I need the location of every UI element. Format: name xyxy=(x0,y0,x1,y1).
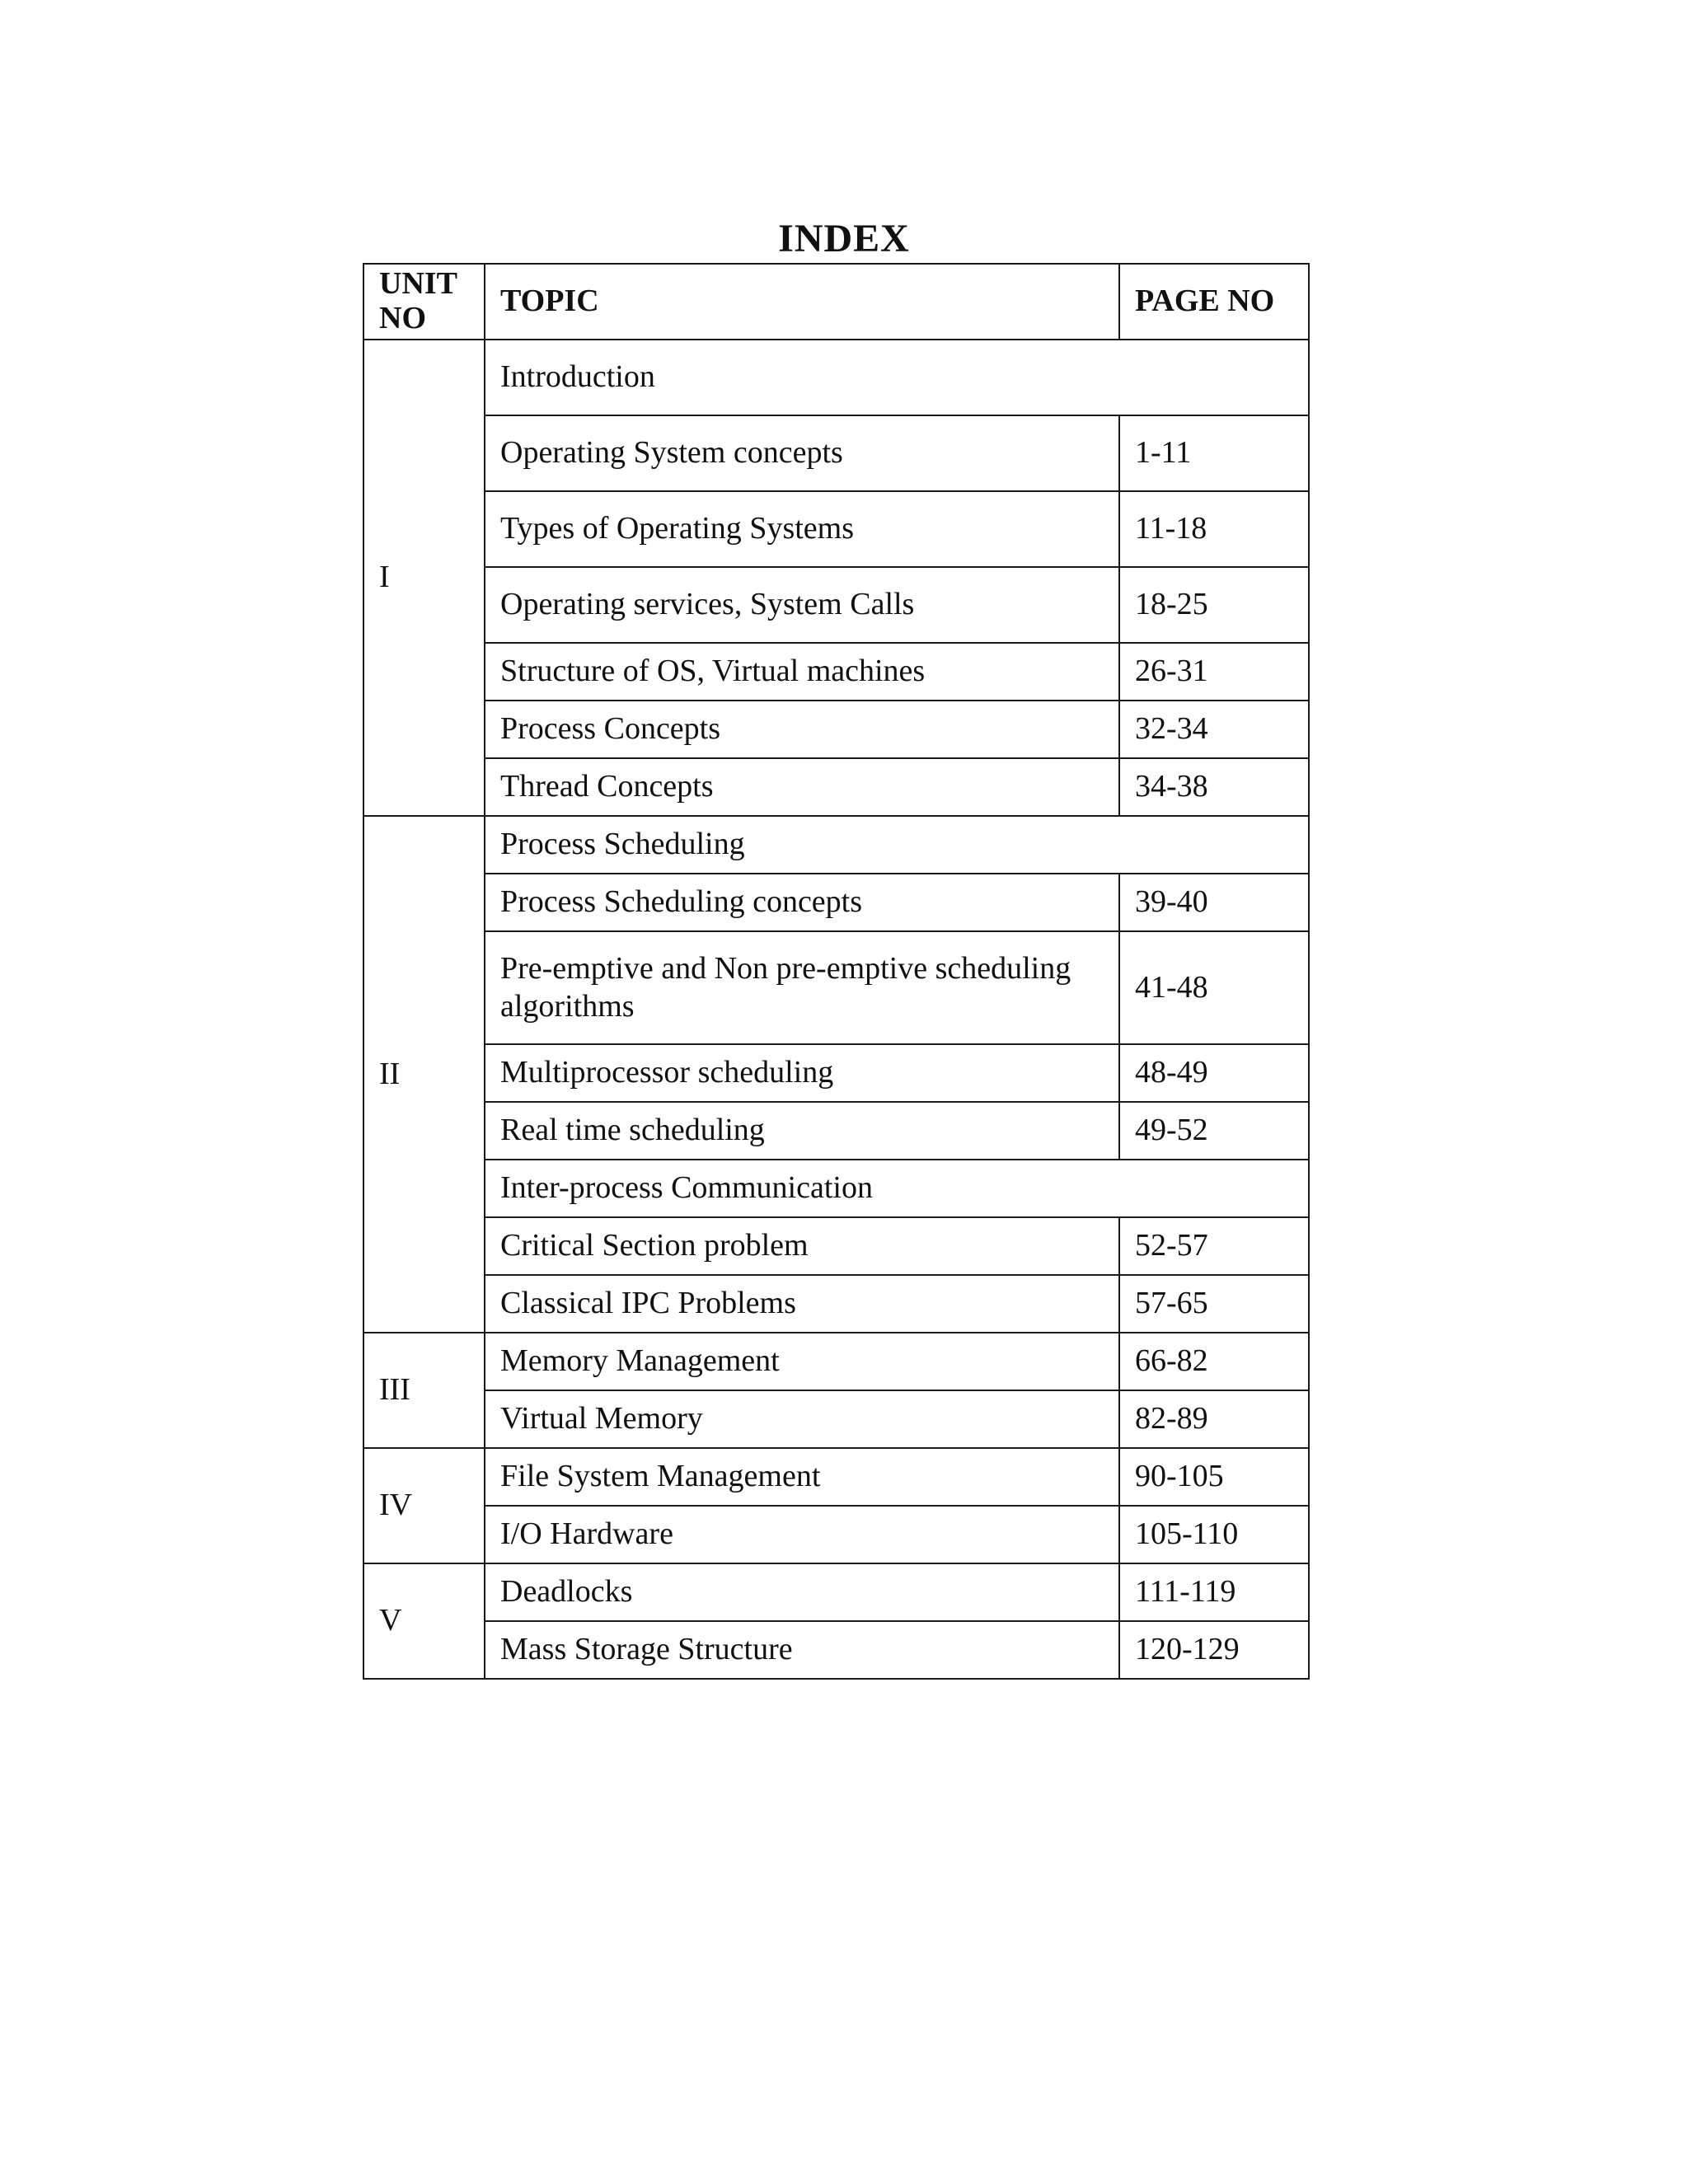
topic-cell: Process Concepts xyxy=(485,701,1119,758)
topic-cell: Virtual Memory xyxy=(485,1390,1119,1448)
pages-cell: 26-31 xyxy=(1119,643,1309,701)
pages-cell: 41-48 xyxy=(1119,931,1309,1044)
table-row xyxy=(363,758,1309,816)
unit-cell: II xyxy=(363,816,485,1333)
table-row xyxy=(363,340,1309,415)
table-row xyxy=(363,567,1309,643)
table-row xyxy=(363,874,1309,931)
table-row xyxy=(363,1333,1309,1390)
topic-cell: I/O Hardware xyxy=(485,1506,1119,1563)
pages-cell: 105-110 xyxy=(1119,1506,1309,1563)
topic-cell: Pre-emptive and Non pre-emptive scheduling algorithms xyxy=(485,931,1119,1044)
topic-cell: File System Management xyxy=(485,1448,1119,1506)
unit-cell: III xyxy=(363,1333,485,1448)
page-no-header: PAGE NO xyxy=(1119,264,1309,340)
table-row xyxy=(363,1102,1309,1160)
pages-cell: 57-65 xyxy=(1119,1275,1309,1333)
table-row xyxy=(363,1217,1309,1275)
topic-cell: Types of Operating Systems xyxy=(485,491,1119,567)
table-row xyxy=(363,1621,1309,1679)
page-title: INDEX xyxy=(778,217,910,260)
section-heading: Process Scheduling xyxy=(485,816,1309,874)
pages-cell: 82-89 xyxy=(1119,1390,1309,1448)
topic-cell: Deadlocks xyxy=(485,1563,1119,1621)
pages-cell: 34-38 xyxy=(1119,758,1309,816)
pages-cell: 90-105 xyxy=(1119,1448,1309,1506)
unit-no-header: UNIT NO xyxy=(363,264,485,340)
table-row xyxy=(363,643,1309,701)
topic-cell: Mass Storage Structure xyxy=(485,1621,1119,1679)
topic-cell: Real time scheduling xyxy=(485,1102,1119,1160)
table-row xyxy=(363,1390,1309,1448)
topic-cell: Classical IPC Problems xyxy=(485,1275,1119,1333)
table-row xyxy=(363,1044,1309,1102)
unit-cell: I xyxy=(363,340,485,816)
topic-header: TOPIC xyxy=(485,264,1119,340)
pages-cell: 66-82 xyxy=(1119,1333,1309,1390)
topic-cell: Operating services, System Calls xyxy=(485,567,1119,643)
unit-cell: V xyxy=(363,1563,485,1679)
pages-cell: 39-40 xyxy=(1119,874,1309,931)
pages-cell: 1-11 xyxy=(1119,415,1309,491)
table-row xyxy=(363,1506,1309,1563)
pages-cell: 111-119 xyxy=(1119,1563,1309,1621)
pages-cell: 48-49 xyxy=(1119,1044,1309,1102)
table-row xyxy=(363,1275,1309,1333)
table-row xyxy=(363,1160,1309,1217)
table-row xyxy=(363,931,1309,1044)
index-table xyxy=(363,263,1310,1680)
pages-cell: 18-25 xyxy=(1119,567,1309,643)
table-row xyxy=(363,415,1309,491)
topic-cell: Multiprocessor scheduling xyxy=(485,1044,1119,1102)
pages-cell: 32-34 xyxy=(1119,701,1309,758)
pages-cell: 11-18 xyxy=(1119,491,1309,567)
topic-cell: Thread Concepts xyxy=(485,758,1119,816)
topic-cell: Critical Section problem xyxy=(485,1217,1119,1275)
pages-cell: 52-57 xyxy=(1119,1217,1309,1275)
table-row xyxy=(363,816,1309,874)
pages-cell: 49-52 xyxy=(1119,1102,1309,1160)
topic-cell: Memory Management xyxy=(485,1333,1119,1390)
table-row xyxy=(363,701,1309,758)
pages-cell: 120-129 xyxy=(1119,1621,1309,1679)
topic-cell: Structure of OS, Virtual machines xyxy=(485,643,1119,701)
table-row xyxy=(363,1563,1309,1621)
topic-cell: Operating System concepts xyxy=(485,415,1119,491)
section-heading: Inter-process Communication xyxy=(485,1160,1309,1217)
section-heading: Introduction xyxy=(485,340,1309,415)
topic-cell: Process Scheduling concepts xyxy=(485,874,1119,931)
table-row xyxy=(363,491,1309,567)
table-row xyxy=(363,1448,1309,1506)
header-row xyxy=(363,264,1309,340)
unit-cell: IV xyxy=(363,1448,485,1563)
